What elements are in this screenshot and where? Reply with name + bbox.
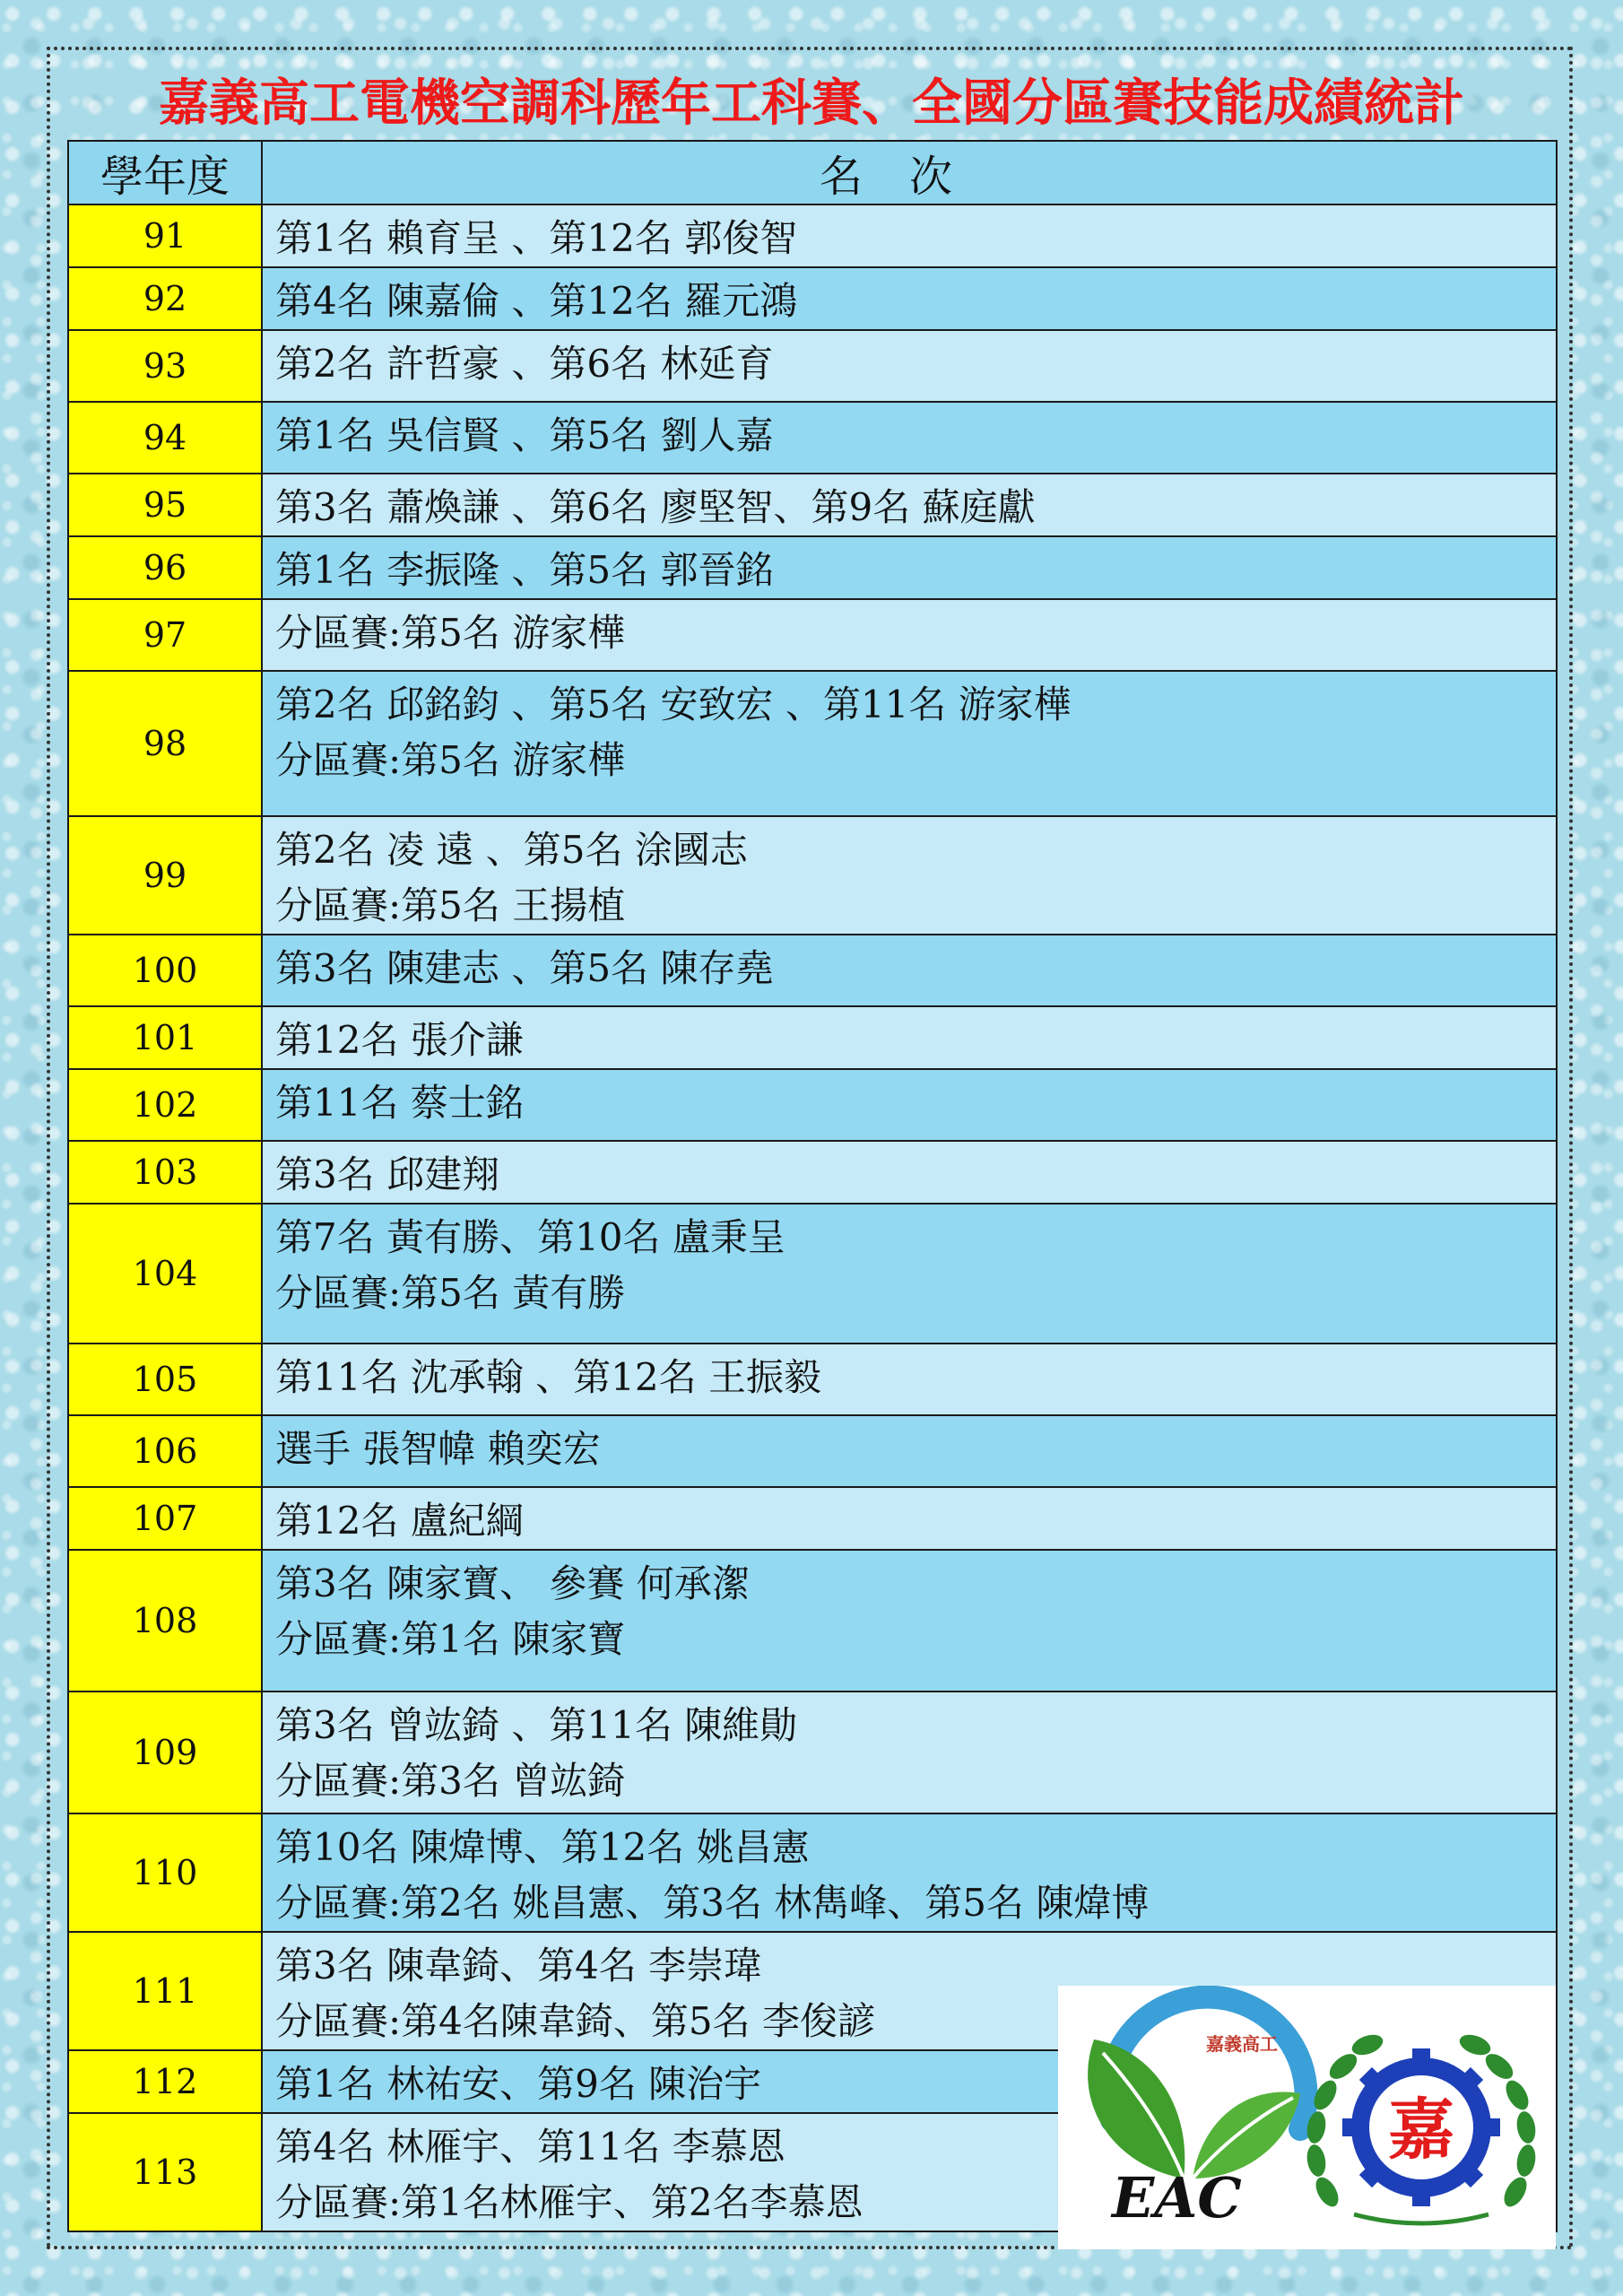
year-cell: 104 — [68, 1204, 262, 1344]
results-table — [67, 140, 1558, 2232]
rank-cell — [262, 599, 1557, 671]
year-cell: 92 — [68, 267, 262, 330]
rank-line: 第3名 陳家寶、 參賽 何承㵖 — [275, 1561, 750, 1605]
rank-line: 分區賽:第5名 游家樺 — [275, 611, 626, 655]
rank-line: 分區賽:第1名林雁宇、第2名李慕恩 — [275, 2180, 864, 2224]
school-emblem-icon — [1305, 2031, 1538, 2223]
rank-line: 第3名 蕭煥謙 、第6名 廖堅智、第9名 蘇庭獻 — [275, 485, 1036, 529]
year-cell: 96 — [68, 536, 262, 599]
rank-line: 第3名 陳建志 、第5名 陳存堯 — [275, 946, 774, 990]
rank-line: 分區賽:第5名 游家樺 — [275, 738, 626, 782]
table-row — [68, 1344, 1557, 1415]
table-row — [68, 599, 1557, 671]
rank-line: 第11名 蔡士銘 — [275, 1081, 524, 1125]
rank-line: 第11名 沈承翰 、第12名 王振毅 — [275, 1355, 821, 1399]
rank-cell — [262, 1813, 1557, 1932]
eac-logo — [1088, 1997, 1306, 2231]
table-row — [68, 1487, 1557, 1550]
leaf-logo-icon — [1088, 1997, 1306, 2179]
year-cell: 108 — [68, 1550, 262, 1692]
table-row — [68, 330, 1557, 402]
rank-cell — [262, 1415, 1557, 1487]
rank-cell — [262, 1141, 1557, 1204]
rank-line: 第3名 曾竑錡 、第11名 陳維勛 — [275, 1703, 798, 1747]
table-row — [68, 1204, 1557, 1344]
table-row — [68, 1069, 1557, 1141]
year-cell: 101 — [68, 1006, 262, 1069]
year-cell: 109 — [68, 1692, 262, 1813]
rank-line: 第12名 盧紀綱 — [275, 1499, 524, 1543]
year-cell: 103 — [68, 1141, 262, 1204]
table-row — [68, 204, 1557, 267]
rank-line: 分區賽:第1名 陳家寶 — [275, 1617, 626, 1661]
rank-line: 第7名 黃有勝、第10名 盧秉呈 — [275, 1215, 785, 1259]
table-row — [68, 816, 1557, 935]
rank-cell — [262, 1550, 1557, 1692]
table-row — [68, 671, 1557, 816]
year-cell: 93 — [68, 330, 262, 402]
table-row — [68, 1550, 1557, 1692]
rank-cell — [262, 474, 1557, 536]
year-cell: 98 — [68, 671, 262, 816]
school-emblem-char: 嘉 — [1388, 2092, 1454, 2169]
rank-line: 分區賽:第4名陳韋錡、第5名 李俊諺 — [275, 1999, 875, 2043]
rank-cell — [262, 330, 1557, 402]
rank-line: 第1名 林祐安、第9名 陳治宇 — [275, 2062, 762, 2106]
year-cell: 105 — [68, 1344, 262, 1415]
page-title: 嘉義高工電機空調科歷年工科賽、全國分區賽技能成績統計 — [159, 74, 1464, 133]
table-row — [68, 267, 1557, 330]
year-cell: 99 — [68, 816, 262, 935]
year-cell: 91 — [68, 204, 262, 267]
year-cell: 100 — [68, 935, 262, 1006]
table-row — [68, 1813, 1557, 1932]
rank-line: 第3名 陳韋錡、第4名 李崇瑋 — [275, 1944, 762, 1987]
year-cell: 94 — [68, 402, 262, 474]
rank-cell — [262, 536, 1557, 599]
rank-line: 第2名 凌 遠 、第5名 涂國志 — [275, 828, 748, 872]
rank-cell — [262, 1692, 1557, 1813]
rank-line: 分區賽:第3名 曾竑錡 — [275, 1759, 626, 1803]
year-cell: 107 — [68, 1487, 262, 1550]
table-row — [68, 1415, 1557, 1487]
table-row — [68, 536, 1557, 599]
rank-line: 分區賽:第5名 王揚植 — [275, 883, 626, 927]
rank-line: 第4名 陳嘉倫 、第12名 羅元鴻 — [275, 279, 798, 323]
rank-line: 第4名 林雁宇、第11名 李慕恩 — [275, 2125, 785, 2169]
rank-line: 分區賽:第2名 姚昌憲、第3名 林雋峰、第5名 陳煒博 — [275, 1881, 1150, 1925]
rank-cell — [262, 935, 1557, 1006]
rank-line: 第2名 邱銘鈞 、第5名 安致宏 、第11名 游家樺 — [275, 683, 1072, 726]
rank-cell — [262, 204, 1557, 267]
rank-line: 分區賽:第5名 黃有勝 — [275, 1271, 626, 1315]
header-year: 學年度 — [68, 141, 262, 204]
eac-small-text: 嘉義高工 — [1206, 2033, 1278, 2055]
rank-cell — [262, 1204, 1557, 1344]
year-cell: 102 — [68, 1069, 262, 1141]
year-cell: 106 — [68, 1415, 262, 1487]
year-cell: 113 — [68, 2113, 262, 2231]
rank-cell — [262, 402, 1557, 474]
logo-area — [1058, 1986, 1556, 2249]
rank-line: 第12名 張介謙 — [275, 1018, 524, 1062]
header-rank: 名次 — [262, 141, 1557, 204]
table-header-row — [68, 141, 1557, 204]
logos-svg — [1058, 1986, 1556, 2249]
table-row — [68, 1006, 1557, 1069]
year-cell: 110 — [68, 1813, 262, 1932]
year-cell: 95 — [68, 474, 262, 536]
eac-text: EAC — [1112, 2165, 1242, 2231]
rank-line: 選手 張智幃 賴奕宏 — [275, 1427, 601, 1471]
table-row — [68, 1692, 1557, 1813]
rank-cell — [262, 1006, 1557, 1069]
rank-line: 第10名 陳煒博、第12名 姚昌憲 — [275, 1825, 810, 1869]
rank-line: 第1名 李振隆 、第5名 郭晉銘 — [275, 548, 774, 592]
year-cell: 97 — [68, 599, 262, 671]
year-cell: 111 — [68, 1932, 262, 2050]
rank-line: 第3名 邱建翔 — [275, 1152, 500, 1196]
rank-cell — [262, 671, 1557, 816]
table-row — [68, 935, 1557, 1006]
rank-cell — [262, 1069, 1557, 1141]
rank-line: 第1名 吳信賢 、第5名 劉人嘉 — [275, 413, 774, 457]
rank-cell — [262, 1344, 1557, 1415]
table-row — [68, 1141, 1557, 1204]
rank-cell — [262, 267, 1557, 330]
year-cell: 112 — [68, 2050, 262, 2113]
table-row — [68, 474, 1557, 536]
rank-line: 第1名 賴育呈 、第12名 郭俊智 — [275, 216, 798, 260]
rank-line: 第2名 許哲豪 、第6名 林延育 — [275, 342, 774, 386]
rank-cell — [262, 1487, 1557, 1550]
rank-cell — [262, 816, 1557, 935]
table-row — [68, 402, 1557, 474]
